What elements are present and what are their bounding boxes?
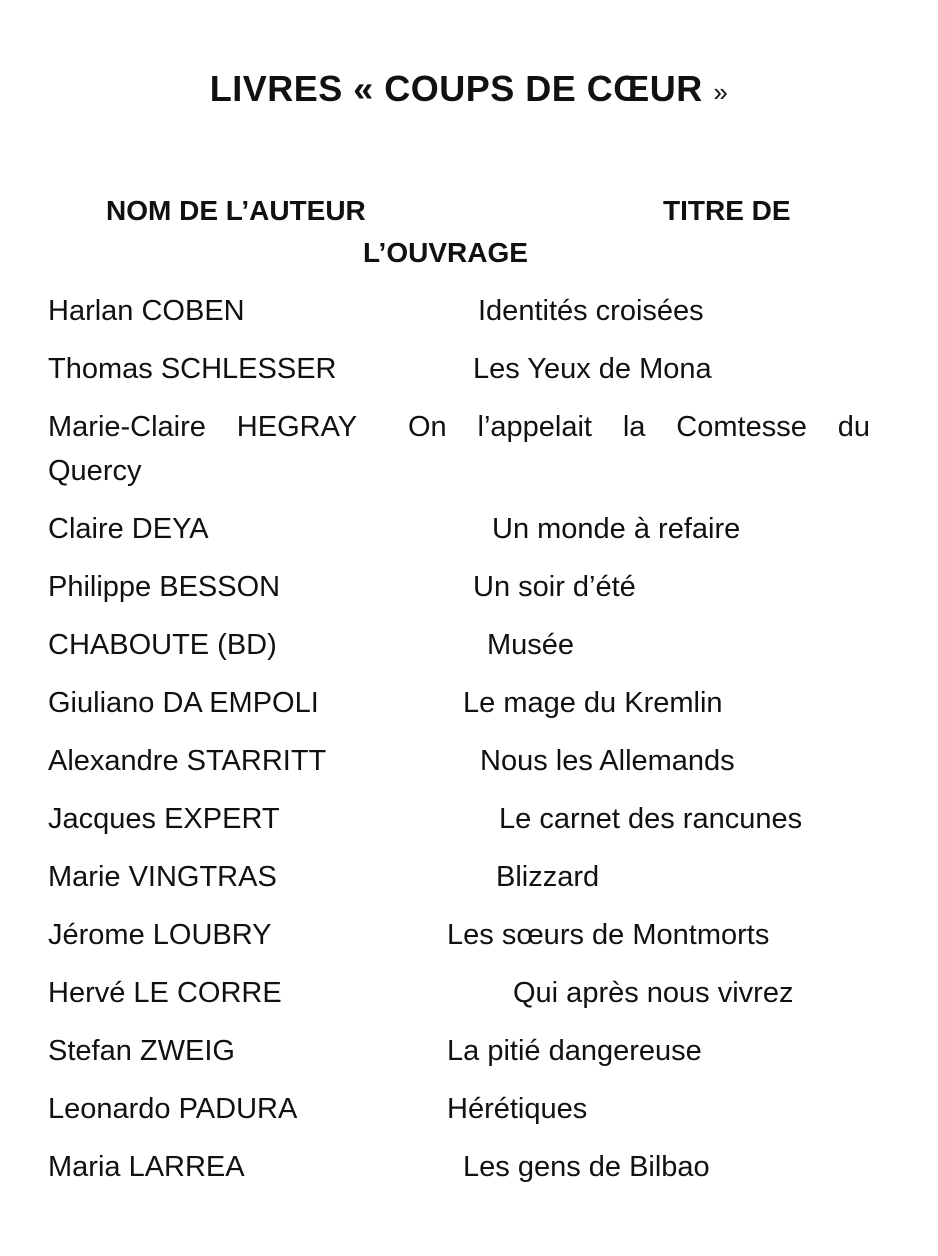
author-name: CHABOUTE (BD)	[48, 629, 277, 661]
author-column-header: NOM DE L’AUTEUR	[106, 195, 366, 226]
book-title: La pitié dangereuse	[447, 1035, 702, 1067]
book-title: Un monde à refaire	[492, 513, 741, 545]
author-name: Harlan COBEN	[48, 295, 245, 327]
book-title: Le carnet des rancunes	[499, 803, 803, 835]
author-name: Marie VINGTRAS	[48, 861, 277, 893]
book-title-word: la	[622, 411, 646, 443]
book-title: Identités croisées	[478, 295, 704, 327]
book-title: Le mage du Kremlin	[463, 687, 723, 719]
author-name: Philippe BESSON	[48, 571, 281, 603]
book-title: Les gens de Bilbao	[463, 1151, 710, 1183]
author-name: Maria LARREA	[48, 1151, 245, 1183]
title-column-header-part2: L’OUVRAGE	[363, 237, 528, 268]
book-title-word: Comtesse	[676, 411, 807, 443]
book-title-word: l’appelait	[477, 411, 592, 443]
author-name: Alexandre STARRITT	[48, 745, 327, 777]
author-first-name: Marie-Claire	[48, 411, 206, 443]
justified-line	[48, 405, 870, 449]
title-column-header-part1: TITRE DE	[663, 195, 791, 226]
book-title: Musée	[487, 629, 575, 661]
author-name: Leonardo PADURA	[48, 1093, 298, 1125]
book-title-word: du	[837, 411, 870, 443]
book-title: Qui après nous vivrez	[513, 977, 794, 1009]
author-name: Jacques EXPERT	[48, 803, 280, 835]
book-title-word: On	[407, 411, 447, 443]
book-title-continuation: Quercy	[48, 455, 142, 487]
book-title: Les Yeux de Mona	[473, 353, 712, 385]
book-list	[48, 0, 888, 1256]
author-name: Stefan ZWEIG	[48, 1035, 235, 1067]
page-title-text: LIVRES « COUPS DE CŒUR	[209, 68, 703, 109]
book-title: Hérétiques	[447, 1093, 588, 1125]
author-name: Hervé LE CORRE	[48, 977, 282, 1009]
book-title: Les sœurs de Montmorts	[447, 919, 770, 951]
author-name: Giuliano DA EMPOLI	[48, 687, 319, 719]
page-title-closing-guillemet: »	[713, 77, 729, 107]
book-title: Un soir d’été	[473, 571, 636, 603]
author-name: Claire DEYA	[48, 513, 209, 545]
list-item	[48, 405, 888, 493]
author-last-name: HEGRAY	[236, 411, 358, 443]
author-name: Thomas SCHLESSER	[48, 353, 337, 385]
book-title: Nous les Allemands	[480, 745, 735, 777]
author-name: Jérome LOUBRY	[48, 919, 272, 951]
book-title: Blizzard	[496, 861, 600, 893]
